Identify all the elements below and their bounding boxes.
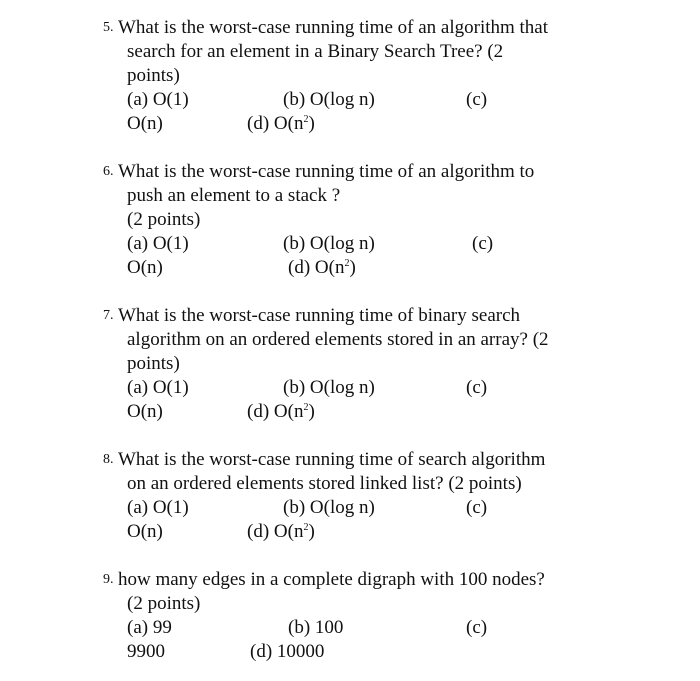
question-5 bbox=[0, 16, 700, 134]
option-c: (c) bbox=[466, 89, 488, 110]
option-b: (b) O(log n) bbox=[283, 89, 375, 110]
option-b: (b) O(log n) bbox=[283, 377, 375, 398]
option-d-close: ) bbox=[308, 113, 315, 134]
option-d bbox=[247, 400, 315, 424]
question-text-line: how many edges in a complete digraph with 100 nodes? bbox=[118, 569, 545, 590]
option-d-text: (d) O(n bbox=[247, 521, 304, 542]
question-text-line: push an element to a stack ? bbox=[127, 185, 341, 206]
option-d bbox=[247, 112, 315, 136]
option-b: (b) O(log n) bbox=[283, 497, 375, 518]
option-d-text: (d) O(n bbox=[247, 113, 304, 134]
question-text-line: What is the worst-case running time of binary search bbox=[118, 305, 521, 326]
option-d-text: (d) O(n bbox=[247, 401, 304, 422]
question-text-line: search for an element in a Binary Search Tree? (2 bbox=[127, 41, 504, 62]
question-text-line: What is the worst-case running time of an algorithm that bbox=[118, 17, 549, 38]
option-c-value: 9900 bbox=[127, 641, 165, 662]
option-d-text: (d) O(n bbox=[288, 257, 345, 278]
option-c-value: O(n) bbox=[127, 257, 163, 278]
option-c-value: O(n) bbox=[127, 401, 163, 422]
question-number: 5. bbox=[103, 20, 114, 35]
option-d-close: ) bbox=[349, 257, 356, 278]
option-a: (a) 99 bbox=[127, 617, 172, 638]
question-number: 8. bbox=[103, 452, 114, 467]
question-text-line: on an ordered elements stored linked list? (2 points) bbox=[127, 473, 522, 494]
option-b: (b) 100 bbox=[288, 617, 344, 638]
option-c: (c) bbox=[466, 377, 488, 398]
option-d bbox=[288, 256, 356, 280]
question-number: 9. bbox=[103, 572, 114, 587]
option-c: (c) bbox=[466, 617, 488, 638]
question-text-line: (2 points) bbox=[127, 209, 201, 230]
option-a: (a) O(1) bbox=[127, 497, 189, 518]
option-c: (c) bbox=[466, 497, 488, 518]
option-b: (b) O(log n) bbox=[283, 233, 375, 254]
option-d bbox=[247, 520, 315, 544]
option-d-close: ) bbox=[308, 521, 315, 542]
question-number: 7. bbox=[103, 308, 114, 323]
superscript: 2 bbox=[303, 114, 309, 125]
question-text-line: points) bbox=[127, 353, 180, 374]
question-text-line: points) bbox=[127, 65, 180, 86]
option-c-value: O(n) bbox=[127, 113, 163, 134]
option-c: (c) bbox=[472, 233, 494, 254]
question-6 bbox=[0, 160, 700, 278]
option-d-text: (d) 10000 bbox=[250, 641, 325, 662]
option-a: (a) O(1) bbox=[127, 89, 189, 110]
option-d-close: ) bbox=[308, 401, 315, 422]
question-9 bbox=[0, 568, 700, 678]
question-8 bbox=[0, 448, 700, 558]
superscript: 2 bbox=[344, 258, 350, 269]
question-text-line: What is the worst-case running time of search algorithm bbox=[118, 449, 546, 470]
question-7 bbox=[0, 304, 700, 422]
superscript: 2 bbox=[303, 402, 309, 413]
option-a: (a) O(1) bbox=[127, 233, 189, 254]
option-d bbox=[250, 640, 324, 664]
question-text-line: What is the worst-case running time of an algorithm to bbox=[118, 161, 535, 182]
option-a: (a) O(1) bbox=[127, 377, 189, 398]
question-number: 6. bbox=[103, 164, 114, 179]
superscript: 2 bbox=[303, 522, 309, 533]
question-text-line: (2 points) bbox=[127, 593, 201, 614]
option-c-value: O(n) bbox=[127, 521, 163, 542]
question-text-line: algorithm on an ordered elements stored in an array? (2 bbox=[127, 329, 549, 350]
